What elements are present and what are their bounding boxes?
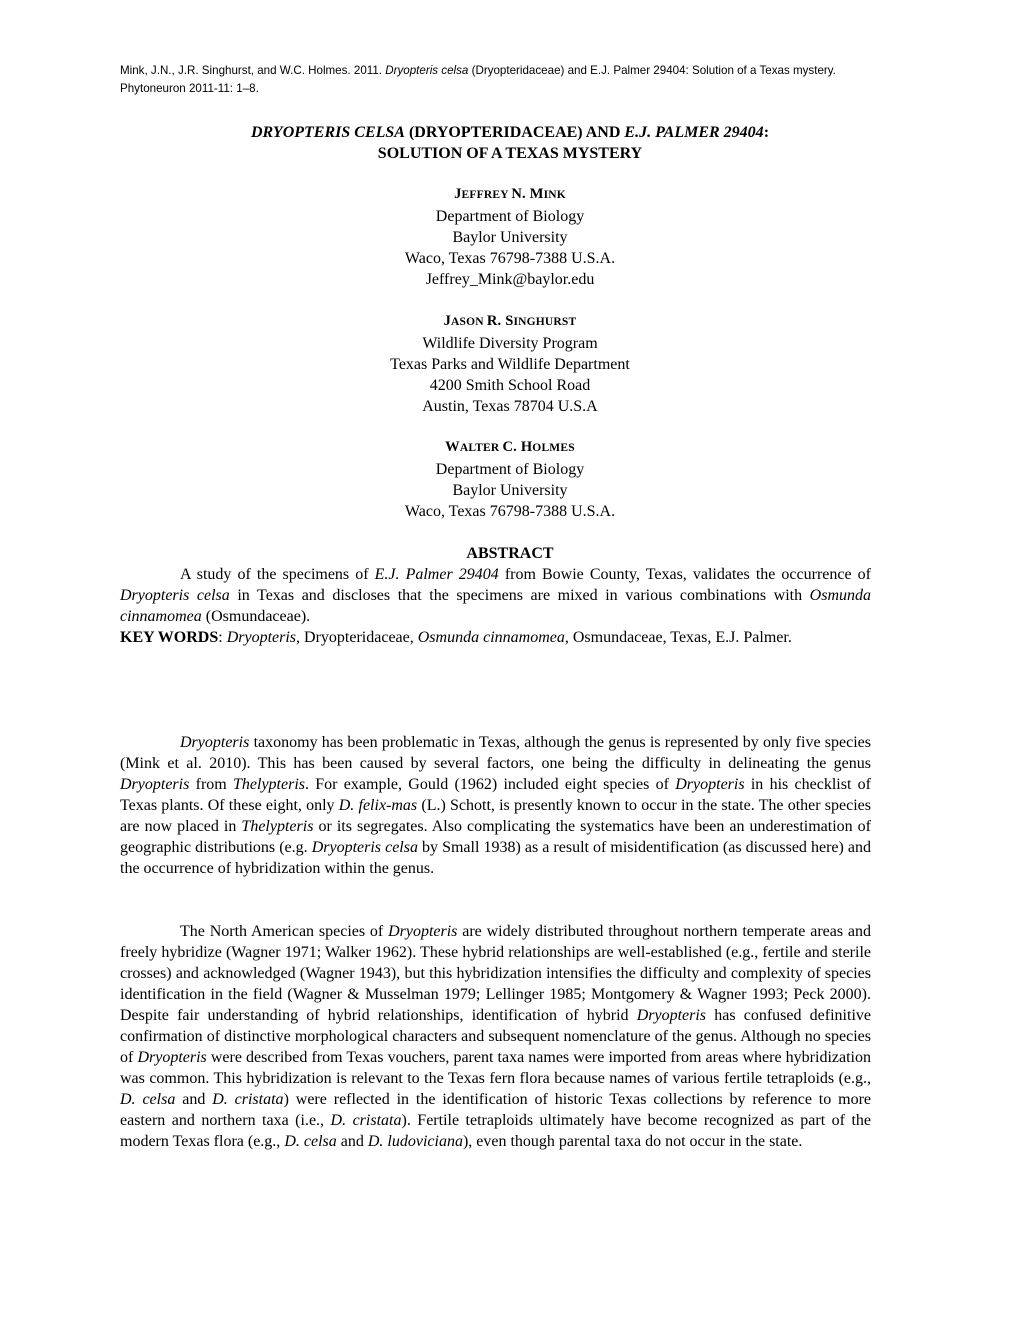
- author-affiliation-line: Austin, Texas 78704 U.S.A: [422, 398, 598, 415]
- citation-header: Mink, J.N., J.R. Singhurst, and W.C. Holmes. 2011. Dryopteris celsa (Dryopteridaceae) and E.J. Palmer 29404: Solution of a Texas mystery. Phytoneuron 2011-11: 1–8.: [120, 64, 836, 95]
- abstract-heading: ABSTRACT: [466, 545, 554, 562]
- keywords-label: KEY WORDS: [120, 629, 219, 646]
- author-name: JASON R. SINGHURST: [443, 313, 577, 329]
- title-line-1: DRYOPTERIS CELSA (DRYOPTERIDACEAE) AND E.J. PALMER 29404:: [250, 124, 770, 141]
- author-affiliation-line: Texas Parks and Wildlife Department: [390, 356, 630, 373]
- author-affiliation-line: Wildlife Diversity Program: [422, 335, 598, 352]
- abstract-text: A study of the specimens of E.J. Palmer 29404 from Bowie County, Texas, validates the occurrence of Dryopteris celsa in Texas and discloses that the specimens are mixed in various combinations with Osmunda cinnamomea (Osmundaceae).: [120, 566, 872, 625]
- author-affiliation-line: 4200 Smith School Road: [429, 377, 591, 394]
- body-paragraph-1: Dryopteris taxonomy has been problematic in Texas, although the genus is represented by only five species (Mink et al. 2010). This has been caused by several factors, one being the difficulty in delineating the genus Dryopteris from Thelypteris. For example, Gould (1962) included eight species of Dryopteris in his checklist of Texas plants. Of these eight, only D. felix-mas (L.) Schott, is presently known to occur in the state. The other species are now placed in Thelypteris or its segregates. Also complicating the systematics have been an underestimation of geographic distributions (e.g. Dryopteris celsa by Small 1938) as a result of misidentification (as discussed here) and the occurrence of hybridization within the genus.: [120, 734, 872, 877]
- author-block-1: [120, 184, 900, 290]
- paper-title: [120, 122, 900, 164]
- title-line-2: SOLUTION OF A TEXAS MYSTERY: [377, 145, 643, 162]
- author-block-3: [120, 437, 900, 522]
- author-affiliation-line: Baylor University: [452, 482, 568, 499]
- author-name: WALTER C. HOLMES: [445, 439, 575, 455]
- author-block-2: [120, 311, 900, 417]
- author-affiliation-line: Baylor University: [452, 229, 568, 246]
- author-affiliation-line: Department of Biology: [435, 461, 585, 478]
- author-email: Jeffrey_Mink@baylor.edu: [425, 271, 595, 288]
- author-affiliation-line: Department of Biology: [435, 208, 585, 225]
- author-name: JEFFREY N. MINK: [454, 186, 566, 202]
- author-affiliation-line: Waco, Texas 76798-7388 U.S.A.: [404, 250, 616, 267]
- body-paragraph-2: The North American species of Dryopteris are widely distributed throughout northern temperate areas and freely hybridize (Wagner 1971; Walker 1962). These hybrid relationships are well-established (e.g., fertile and sterile crosses) and acknowledged (Wagner 1943), but this hybridization intensifies the difficulty and complexity of species identification in the field (Wagner & Musselman 1979; Lellinger 1985; Montgomery & Wagner 1993; Peck 2000). Despite fair understanding of hybrid relationships, identification of hybrid Dryopteris has confused definitive confirmation of distinctive morphological characters and subsequent nomenclature of the genus. Although no species of Dryopteris were described from Texas vouchers, parent taxa names were imported from areas where hybridization was common. This hybridization is relevant to the Texas fern flora because names of various fertile tetraploids (e.g., D. celsa and D. cristata) were reflected in the identification of historic Texas collections by reference to more eastern and northern taxa (i.e., D. cristata). Fertile tetraploids ultimately have become recognized as part of the modern Texas flora (e.g., D. celsa and D. ludoviciana), even though parental taxa do not occur in the state.: [120, 923, 872, 1150]
- author-affiliation-line: Waco, Texas 76798-7388 U.S.A.: [404, 503, 616, 520]
- keywords: KEY WORDS: Dryopteris, Dryopteridaceae, Osmunda cinnamomea, Osmundaceae, Texas, E.J. Palmer.: [120, 629, 792, 646]
